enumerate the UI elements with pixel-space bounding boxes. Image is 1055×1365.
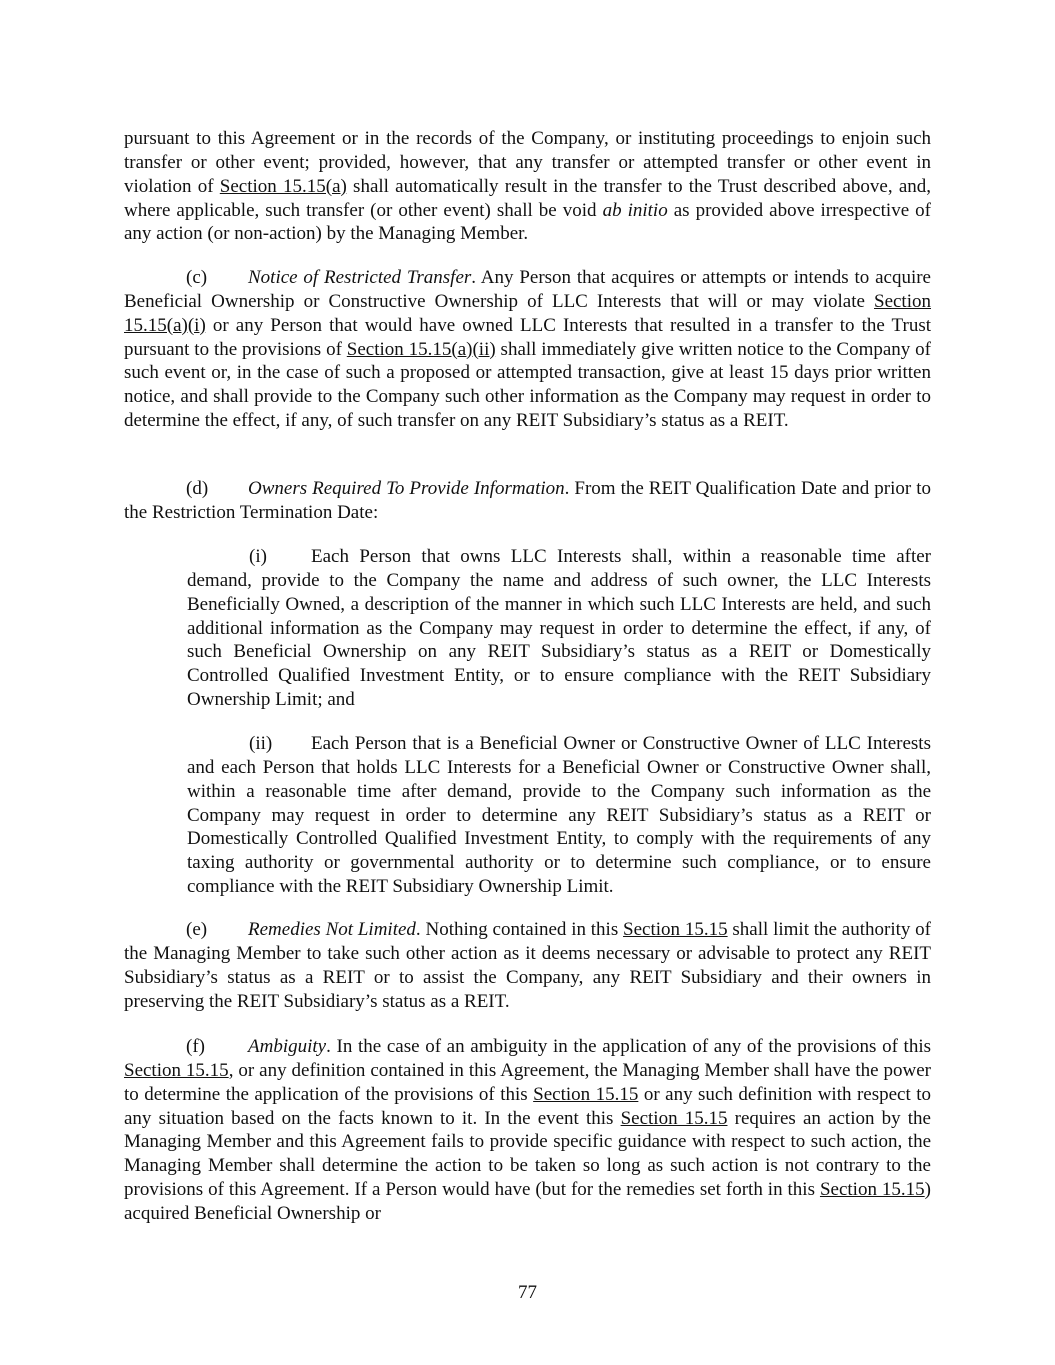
paragraph-d-i: (i) Each Person that owns LLC Interests shall, within a reasonable time after demand, provide to the Company the name and address of such owner, the LLC Interests Beneficially Owned, a description of the manner in which such LLC Interests are held, and such additional information as the Company may request in order to determine the effect, if any, of such Beneficial Ownership on any REIT Subsidiary’s status as a REIT or Domestically Controlled Qualified Investment Entity, or to ensure compliance with the REIT Subsidiary Ownership Limit; and	[187, 546, 931, 711]
paragraph-label: (c)	[186, 267, 208, 288]
section-reference: Section 15.15	[533, 1083, 639, 1105]
page-number: 77	[518, 1282, 537, 1303]
paragraph-f: (f) Ambiguity. In the case of an ambiguity in the application of any of the provisions of this Section 15.15, or any definition contained in this Agreement, the Managing Member shall have the power to determine the application of the provisions of this Section 15.15 or any such definition with respect to any situation based on the facts known to it. In the event this Section 15.15 requires an action by the Managing Member and this Agreement fails to provide specific guidance with respect to such action, the Managing Member shall determine the action to be taken so long as such action is not contrary to the provisions of this Agreement. If a Person would have (but for the remedies set forth in this Section 15.15) acquired Beneficial Ownership or	[124, 1036, 931, 1224]
paragraph-c: (c) Notice of Restricted Transfer. Any Person that acquires or attempts or intends to acquire Beneficial Ownership or Constructive Ownership of LLC Interests that will or may violate Section 15.15(a)(i) or any Person that would have owned LLC Interests that resulted in a transfer to the Trust pursuant to the provisions of Section 15.15(a)(ii) shall immediately give written notice to the Company of such event or, in the case of such a proposed or attempted transaction, give at least 15 days prior written notice, and shall provide to the Company such other information as the Company may request in order to determine the effect, if any, of such transfer on any REIT Subsidiary’s status as a REIT.	[124, 267, 932, 432]
section-reference: Section 15.15	[623, 919, 728, 940]
paragraph-label: (ii)	[249, 733, 273, 754]
paragraph-label: (d)	[186, 478, 209, 499]
paragraph-heading: Owners Required To Provide Information	[248, 478, 565, 499]
paragraph-heading: Remedies Not Limited	[248, 919, 416, 940]
section-reference: Section 15.15(a)	[219, 175, 347, 197]
section-reference: Section 15.15	[124, 1059, 229, 1081]
paragraph-label: (f)	[186, 1036, 205, 1057]
latin-term: ab initio	[602, 199, 668, 221]
paragraph-label: (i)	[249, 546, 267, 567]
section-reference: Section 15.15(a)(i)	[124, 290, 931, 336]
paragraph-heading: Ambiguity	[248, 1036, 327, 1057]
section-reference: Section 15.15	[819, 1179, 925, 1201]
paragraph-heading: Notice of Restricted Transfer	[248, 267, 472, 288]
paragraph-e: (e) Remedies Not Limited. Nothing contained in this Section 15.15 shall limit the authority of the Managing Member to take such other action as it deems necessary or advisable to protect any REIT Subsidiary’s status as a REIT or to assist the Company, any REIT Subsidiary and their owners in preserving the REIT Subsidiary’s status as a REIT.	[124, 919, 932, 1012]
paragraph-continuation: pursuant to this Agreement or in the records of the Company, or instituting proceedings to enjoin such transfer or other event; provided, however, that any transfer or attempted transfer or other event in violation of Section 15.15(a) shall automatically result in the transfer to the Trust described above, and, where applicable, such transfer (or other event) shall be void ab initio as provided above irrespective of any action (or non-action) by the Managing Member.	[124, 128, 932, 245]
section-reference: Section 15.15(a)(ii)	[346, 338, 496, 360]
paragraph-d: (d) Owners Required To Provide Information. From the REIT Qualification Date and prior to the Restriction Termination Date:	[124, 478, 931, 523]
section-reference: Section 15.15	[620, 1107, 728, 1129]
paragraph-label: (e)	[186, 919, 208, 940]
paragraph-d-ii: (ii) Each Person that is a Beneficial Owner or Constructive Owner of LLC Interests and each Person that holds LLC Interests for a Beneficial Owner or Constructive Owner shall, within a reasonable time after demand, provide to the Company such information as the Company may request in order to determine any REIT Subsidiary’s status as a REIT or Domestically Controlled Qualified Investment Entity, to comply with the requirements of any taxing authority or governmental authority or to determine such compliance, or to ensure compliance with the REIT Subsidiary Ownership Limit.	[187, 733, 931, 898]
